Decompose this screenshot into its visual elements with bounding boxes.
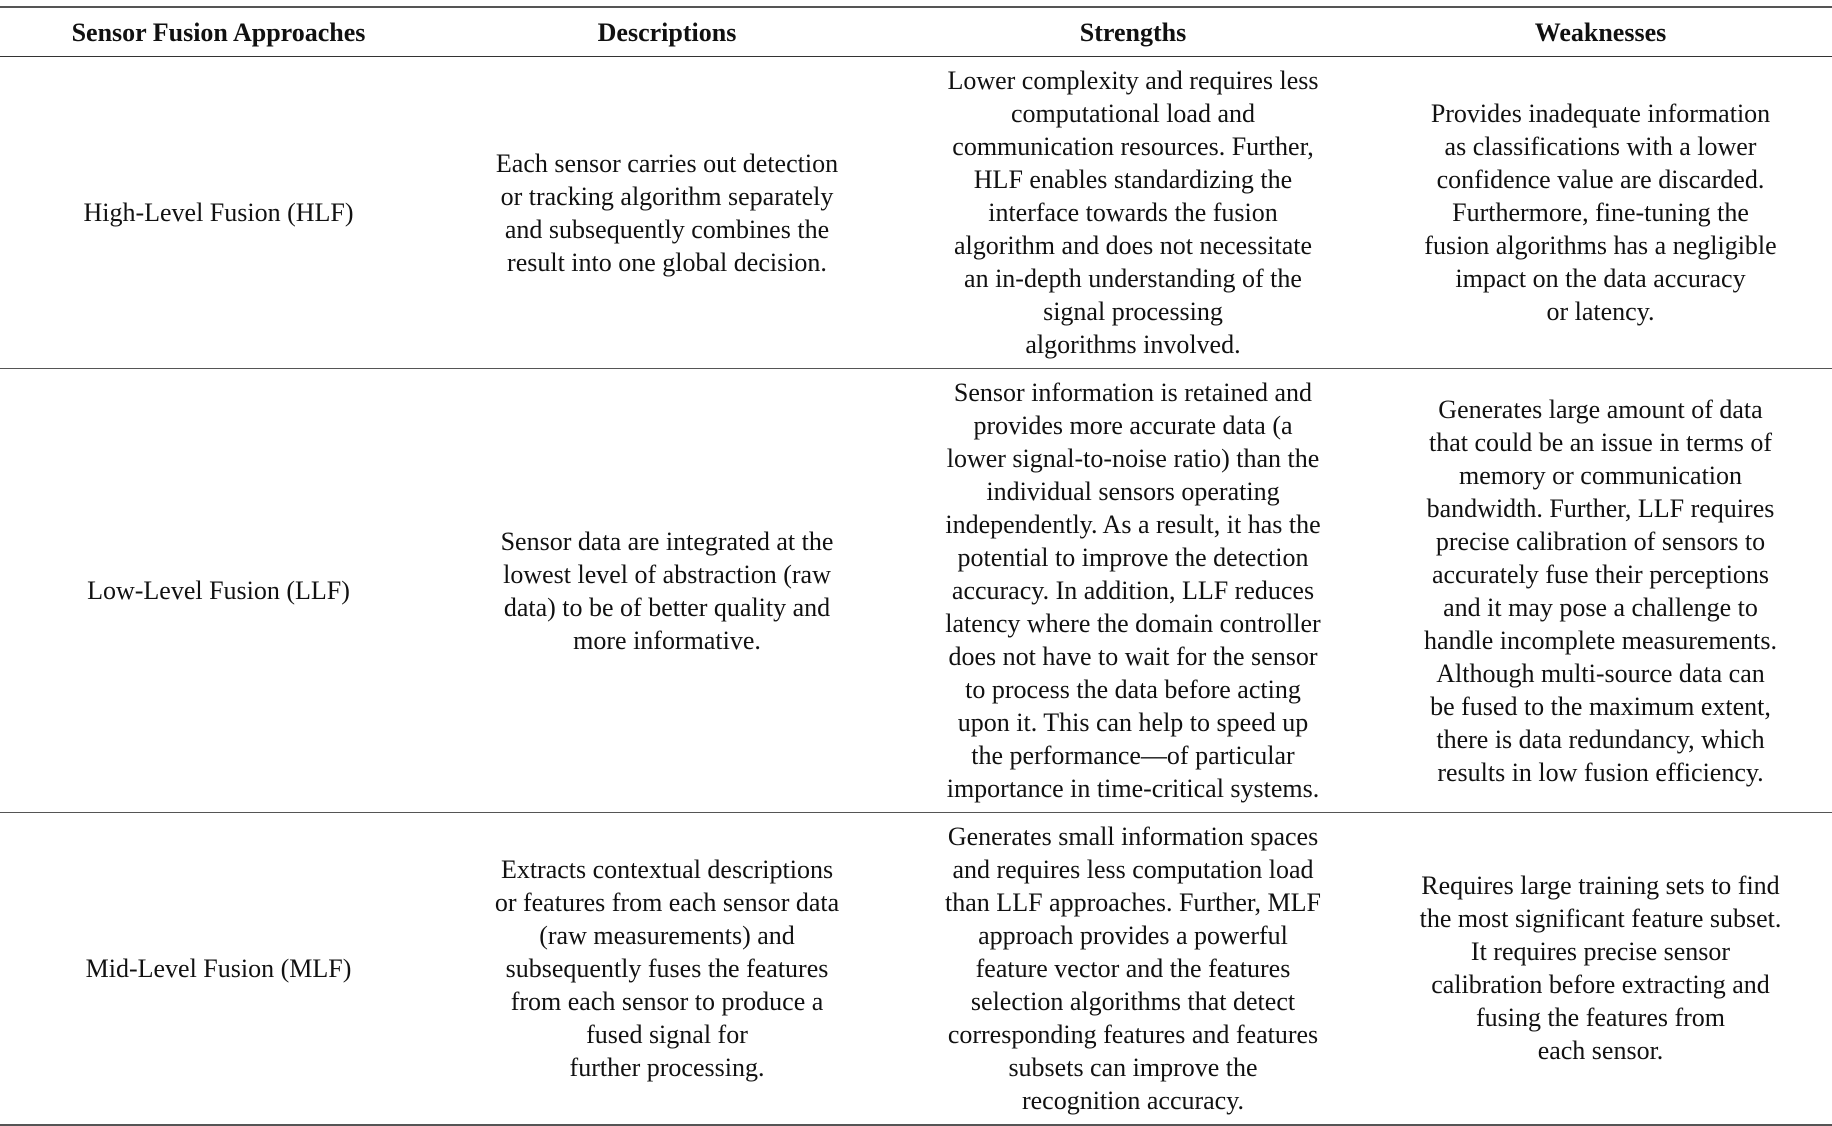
weaknesses-cell: Provides inadequate information as classifications with a lower confidence value are discarded. Furthermore, fine-tuning the fusion algorithms has a negligible impact on the data accuracy or latency. (1424, 99, 1777, 326)
description-cell: Each sensor carries out detection or tracking algorithm separately and subsequently combines the result into one global decision. (495, 148, 839, 277)
approach-cell: Mid-Level Fusion (MLF) (85, 953, 352, 983)
header-approaches: Sensor Fusion Approaches (71, 17, 366, 47)
table-row (0, 57, 1832, 369)
approach-cell: High-Level Fusion (HLF) (83, 198, 354, 227)
sensor-fusion-table (0, 6, 1832, 1126)
weaknesses-cell: Requires large training sets to find the most significant feature subset. It requires precise sensor calibration before extracting and fusing the features from each sensor. (1419, 871, 1782, 1066)
strengths-cell: Generates small information spaces and requires less computation load than LLF approaches. Further, MLF approach provides a powerful feature vector and the features selection algorithms that detect corresponding features and features subsets can improve the recognition accuracy. (945, 821, 1321, 1115)
table-row (0, 369, 1832, 813)
strengths-cell: Lower complexity and requires less computational load and communication resources. Further, HLF enables standardizing the interface towards the fusion algorithm and does not necessitate an in-depth understanding of the signal processing algorithms involved. (947, 66, 1319, 359)
header-strengths: Strengths (1079, 17, 1187, 47)
header-descriptions: Descriptions (597, 17, 737, 47)
description-cell: Sensor data are integrated at the lowest level of abstraction (raw data) to be of better quality and more informative. (500, 526, 834, 655)
header-weaknesses: Weaknesses (1534, 17, 1667, 47)
header-row (0, 7, 1832, 57)
approach-cell: Low-Level Fusion (LLF) (87, 576, 350, 605)
table-row (0, 813, 1832, 1125)
weaknesses-cell: Generates large amount of data that could be an issue in terms of memory or communication bandwidth. Further, LLF requires precise calibration of sensors to accurately fuse their perceptions and it may pose a challenge to handle incomplete measurements. Although multi-source data can be fused to the maximum extent, there is data redundancy, which results in low fusion efficiency. (1423, 394, 1778, 787)
strengths-cell: Sensor information is retained and provides more accurate data (a lower signal-to-noise ratio) than the individual sensors operating independently. As a result, it has the potential to improve the detection accuracy. In addition, LLF reduces latency where the domain controller does not have to wait for the sensor to process the data before acting upon it. This can help to speed up the performance—of particular importance in time-critical systems. (945, 378, 1321, 803)
description-cell: Extracts contextual descriptions or features from each sensor data (raw measurements) and subsequently fuses the features from each sensor to produce a fused signal for further processing. (494, 854, 840, 1082)
